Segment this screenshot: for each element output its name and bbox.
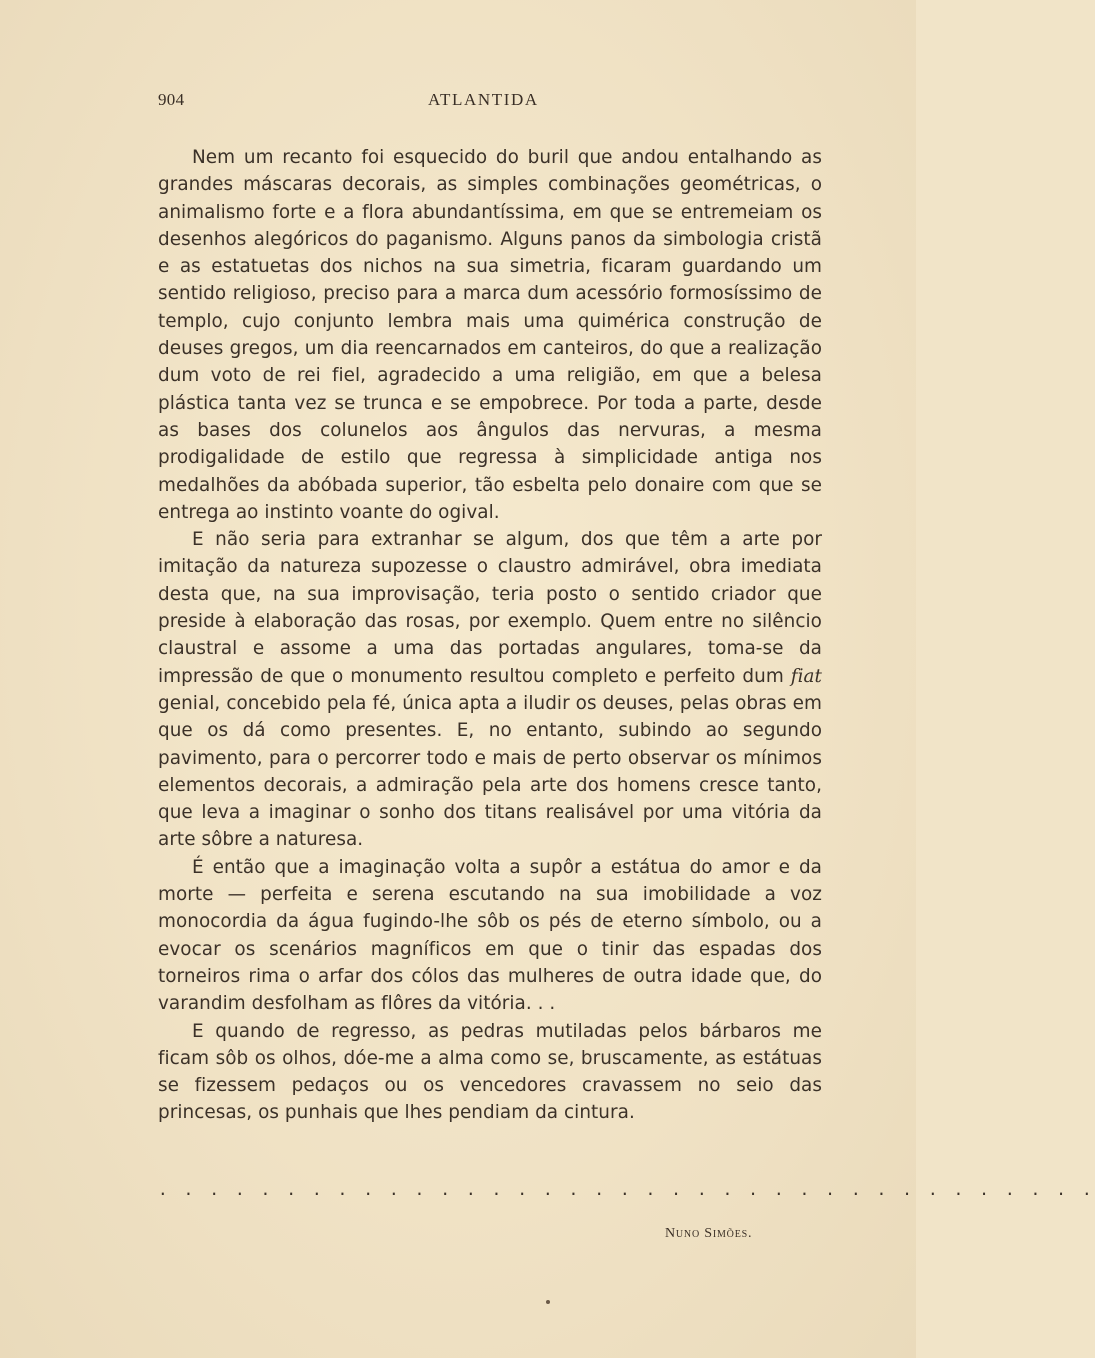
paragraph: É então que a imaginação volta a supôr a estátua do amor e da morte — perfeita e serena escutando na sua imobilidade a voz monocordia da água fugindo-lhe sôb os pés de eterno símbolo, ou a evocar os scenários magníficos em que o tinir das espadas dos torneiros rima o arfar dos cólos das mulheres de outra idade que, do varandim desfolham as flôres da vitória. . . xyxy=(158,856,822,1015)
running-header xyxy=(158,90,822,116)
article-body xyxy=(158,144,822,1127)
page-number: 904 xyxy=(158,90,185,109)
paragraph: Nem um recanto foi esquecido do buril que andou entalhando as grandes máscaras decorais, as simples combinações geométricas, o animalismo forte e a flora abundantíssima, em que se entremeiam os desenhos alegóricos do paganismo. Alguns panos da simbologia cristã e as estatuetas dos nichos na sua simetria, ficaram guardando um sentido religioso, preciso para a marca dum acessório formosíssimo de templo, cujo conjunto lembra mais uma quimérica construção de deuses gregos, um dia reencarnados em canteiros, do que a realização dum voto de rei fiel, agradecido a uma religião, em que a belesa plástica tanta vez se trunca e se empobrece. Por toda a parte, desde as bases dos colunelos aos ângulos das nervuras, a mesma prodigalidade de estilo que regressa à simplicidade antiga nos medalhões da abóbada superior, tão esbelta pelo donaire com que se entrega ao instinto voante do ogival. xyxy=(158,147,822,523)
journal-title: ATLANTIDA xyxy=(428,90,539,109)
author-signature: Nuno Simões. xyxy=(665,1226,753,1241)
paragraph: E quando de regresso, as pedras mutiladas pelos bárbaros me ficam sôb os olhos, dóe-me a alma como se, bruscamente, as estátuas se fizessem pedaços ou os vencedores cravassem no seio das princesas, os punhais que lhes pendiam da cintura. xyxy=(158,1020,822,1124)
paragraph: E não seria para extranhar se algum, dos que têm a arte por imitação da natureza supozesse o claustro admirável, obra imediata desta que, na sua improvisação, teria posto o sentido criador que preside à elaboração das rosas, por exemplo. Quem entre no silêncio claustral e assome a uma das portadas angulares, toma-se da impressão de que o monumento resultou completo e perfeito dum fiat genial, concebido pela fé, única apta a iludir os deuses, pelas obras em que os dá como presentes. E, no entanto, subindo ao segundo pavimento, para o percorrer todo e mais de perto observar os mínimos elementos decorais, a admiração pela arte dos homens cresce tanto, que leva a imaginar o sonho dos titans realisável por uma vitória da arte sôbre a naturesa. xyxy=(158,529,822,851)
italic-term: fiat xyxy=(790,665,822,687)
paper-speck xyxy=(546,1300,550,1304)
dotted-separator: . . . . . . . . . . . . . . . . . . . . . . . . . . . . . . . . . . . . . xyxy=(158,1180,1095,1199)
